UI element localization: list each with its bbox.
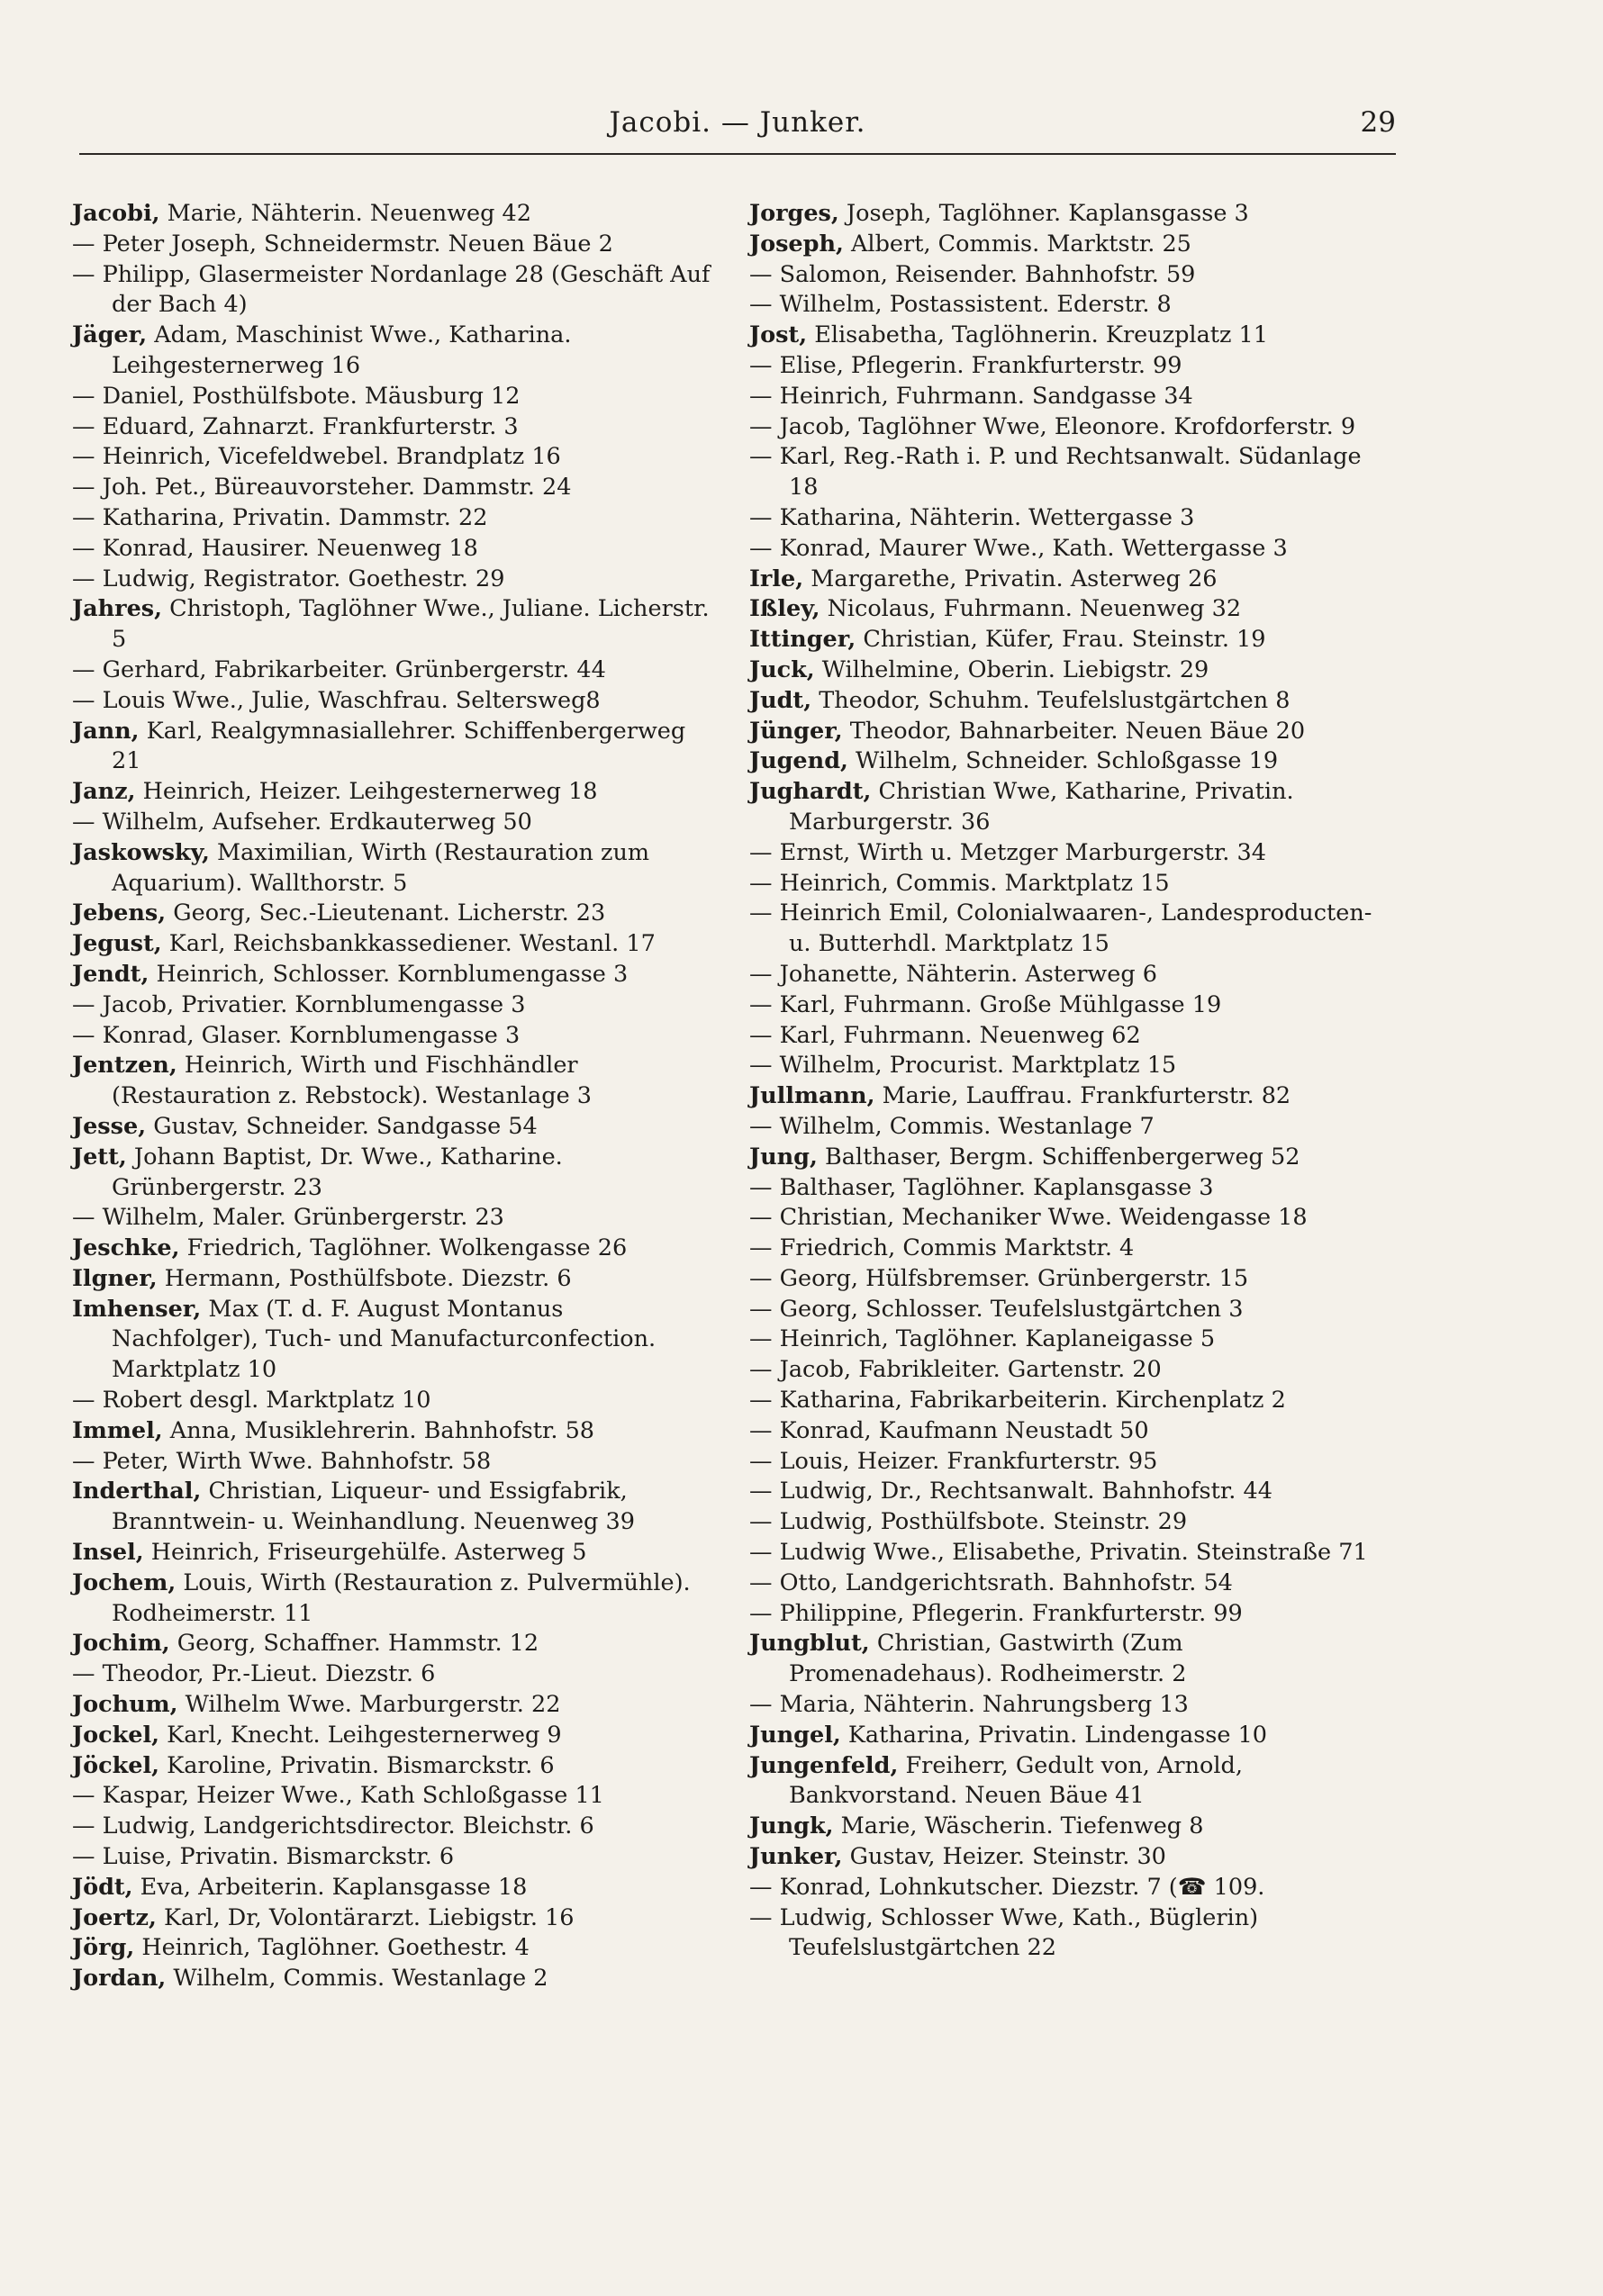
entry-details: — Karl, Fuhrmann. Neuenweg 62 — [749, 1021, 1141, 1049]
directory-entry — [749, 442, 1389, 503]
directory-entry — [72, 1933, 711, 1964]
entry-surname: Jöckel, — [72, 1751, 160, 1779]
directory-entry — [749, 655, 1389, 686]
entry-details: — Salomon, Reisender. Bahnhofstr. 59 — [749, 260, 1196, 288]
entry-details: Marie, Wäscherin. Tiefenweg 8 — [840, 1812, 1204, 1840]
directory-entry — [749, 412, 1389, 443]
entry-details: Louis, Wirth (Restauration z. Pulvermühle). Rodheimerstr. 11 — [112, 1568, 691, 1627]
entry-details: Friedrich, Taglöhner. Wolkengasse 26 — [186, 1234, 628, 1262]
entry-details: — Wilhelm, Procurist. Marktplatz 15 — [749, 1052, 1177, 1080]
entry-details: — Konrad, Kaufmann Neustadt 50 — [749, 1416, 1149, 1444]
left-column — [72, 199, 711, 1994]
directory-entry — [749, 1264, 1389, 1295]
entry-details: — Louis Wwe., Julie, Waschfrau. Selterswеg8 — [72, 686, 601, 714]
entry-surname: Judt, — [749, 686, 812, 714]
entry-surname: Jebens, — [72, 899, 167, 927]
entry-surname: Jochem, — [72, 1568, 177, 1596]
entry-details: — Elise, Pflegerin. Frankfurterstr. 99 — [749, 351, 1182, 379]
entry-details: Christian, Küfer, Frau. Steinstr. 19 — [863, 626, 1266, 654]
entry-details: Margarethe, Privatin. Asterweg 26 — [811, 565, 1218, 592]
entry-details: — Daniel, Posthülfsbote. Mäusburg 12 — [72, 382, 521, 410]
entry-details: — Wilhelm, Aufseher. Erdkauterweg 50 — [72, 808, 532, 836]
directory-entry — [72, 808, 711, 838]
entry-details: Christoph, Taglöhner Wwe., Juliane. Licherstr. 5 — [112, 595, 710, 654]
entry-details: Wilhelm, Schneider. Schloßgasse 19 — [856, 747, 1279, 775]
right-column — [749, 199, 1389, 1964]
directory-entry — [749, 625, 1389, 655]
entry-details: Max (T. d. F. August Montanus Nachfolger), Tuch- und Manufacturconfection. Marktplatz 10 — [112, 1295, 657, 1384]
entry-surname: Imhenser, — [72, 1295, 202, 1323]
entry-surname: Jordan, — [72, 1965, 167, 1993]
entry-details: — Ludwig, Schlosser Wwe, Kath., Büglerin) Teufelslustgärtchen 22 — [749, 1903, 1259, 1962]
directory-entry — [72, 1659, 711, 1690]
directory-entry — [72, 655, 711, 686]
entry-details: — Wilhelm, Postassistent. Ederstr. 8 — [749, 291, 1172, 319]
entry-details: — Johanette, Nähterin. Asterweg 6 — [749, 960, 1157, 988]
entry-details: — Heinrich, Fuhrmann. Sandgasse 34 — [749, 382, 1193, 410]
entry-details: — Konrad, Hausirer. Neuenweg 18 — [72, 534, 478, 562]
directory-entry — [749, 1507, 1389, 1538]
directory-entry — [72, 1051, 711, 1112]
directory-entry — [72, 1112, 711, 1143]
directory-entry — [749, 746, 1389, 777]
entry-details: — Ludwig, Posthülfsbote. Steinstr. 29 — [749, 1508, 1188, 1536]
directory-entry — [72, 1264, 711, 1295]
directory-entry — [749, 1629, 1389, 1690]
entry-details: — Wilhelm, Maler. Grünbergerstr. 23 — [72, 1204, 504, 1232]
directory-entry — [72, 412, 711, 443]
directory-entry — [72, 686, 711, 717]
entry-details: Wilhelm Wwe. Marburgerstr. 22 — [185, 1691, 561, 1719]
directory-entry — [72, 1781, 711, 1812]
entry-details: — Katharina, Privatin. Dammstr. 22 — [72, 503, 488, 531]
directory-entry — [749, 565, 1389, 595]
entry-details: Wilhelmine, Oberin. Liebigstr. 29 — [821, 655, 1209, 683]
entry-details: Heinrich, Schlosser. Kornblumengasse 3 — [156, 960, 629, 988]
directory-entry — [749, 1324, 1389, 1355]
directory-entry — [749, 503, 1389, 534]
entry-details: — Jacob, Fabrikleiter. Gartenstr. 20 — [749, 1356, 1162, 1384]
directory-entry — [72, 1416, 711, 1447]
entry-surname: Jesse, — [72, 1112, 147, 1140]
directory-entry — [749, 686, 1389, 717]
entry-surname: Insel, — [72, 1539, 144, 1567]
entry-details: Heinrich, Taglöhner. Goethestr. 4 — [141, 1934, 530, 1962]
entry-details: — Heinrich Emil, Colonialwaaren-, Landesproducten- u. Butterhdl. Marktplatz 15 — [749, 899, 1372, 958]
entry-surname: Joertz, — [72, 1903, 157, 1931]
entry-details: — Konrad, Lohnkutscher. Diezstr. 7 (☎ 109. — [749, 1873, 1265, 1901]
page-header — [79, 97, 1396, 151]
entry-surname: Ißley, — [749, 595, 820, 623]
directory-entry — [72, 594, 711, 655]
entry-details: — Balthaser, Taglöhner. Kaplansgasse 3 — [749, 1173, 1214, 1201]
directory-entry — [749, 260, 1389, 291]
directory-entry — [749, 990, 1389, 1021]
entry-details: Georg, Schaffner. Hammstr. 12 — [177, 1630, 539, 1658]
entry-surname: Jörg, — [72, 1934, 135, 1962]
entry-surname: Jungenfeld, — [749, 1751, 899, 1779]
entry-details: Nicolaus, Fuhrmann. Neuenweg 32 — [827, 595, 1242, 623]
directory-entry — [72, 442, 711, 473]
entry-details: — Luise, Privatin. Bismarckstr. 6 — [72, 1843, 455, 1871]
entry-details: — Kaspar, Heizer Wwe., Kath Schloßgasse 11 — [72, 1782, 604, 1810]
entry-details: — Friedrich, Commis Marktstr. 4 — [749, 1234, 1135, 1262]
entry-surname: Jaskowsky, — [72, 838, 210, 866]
directory-entry — [749, 1447, 1389, 1478]
entry-surname: Jung, — [749, 1143, 818, 1171]
directory-entry — [72, 1234, 711, 1264]
directory-entry — [749, 1051, 1389, 1081]
entry-surname: Jacobi, — [72, 200, 160, 227]
directory-entry — [72, 321, 711, 382]
directory-entry — [749, 199, 1389, 230]
directory-entry — [749, 1143, 1389, 1173]
entry-details: — Louis, Heizer. Frankfurterstr. 95 — [749, 1447, 1158, 1475]
entry-details: Christian Wwe, Katharine, Privatin. Marburgerstr. 36 — [789, 778, 1294, 836]
directory-entry — [72, 260, 711, 321]
directory-entry — [749, 1112, 1389, 1143]
directory-entry — [72, 1751, 711, 1782]
directory-entry — [749, 1842, 1389, 1873]
directory-entry — [72, 473, 711, 503]
entry-details: Heinrich, Heizer. Leihgesternerweg 18 — [142, 778, 598, 806]
entry-surname: Jost, — [749, 321, 808, 349]
entry-surname: Inderthal, — [72, 1478, 202, 1505]
entry-details: — Eduard, Zahnarzt. Frankfurterstr. 3 — [72, 412, 519, 440]
directory-entry — [749, 1081, 1389, 1112]
entry-details: — Karl, Reg.-Rath i. P. und Rechtsanwalt. Südanlage 18 — [749, 443, 1362, 502]
directory-entry — [72, 1477, 711, 1538]
entry-surname: Jochim, — [72, 1630, 170, 1658]
entry-surname: Jorges, — [749, 200, 839, 227]
directory-entry — [749, 351, 1389, 382]
entry-surname: Immel, — [72, 1416, 163, 1444]
directory-entry — [749, 1903, 1389, 1965]
directory-entry — [749, 1355, 1389, 1386]
entry-surname: Ilgner, — [72, 1264, 158, 1292]
entry-details: — Joh. Pet., Büreauvorsteher. Dammstr. 24 — [72, 474, 572, 502]
page-number: 29 — [1360, 106, 1396, 139]
entry-surname: Jann, — [72, 717, 140, 745]
entry-surname: Jungel, — [749, 1721, 841, 1749]
entry-details: — Christian, Mechaniker Wwe. Weidengasse 18 — [749, 1204, 1308, 1232]
directory-entry — [72, 230, 711, 260]
entry-details: Karl, Realgymnasiallehrer. Schiffenbergerweg 21 — [112, 717, 686, 775]
entry-details: — Ernst, Wirth u. Metzger Marburgerstr. 34 — [749, 838, 1266, 866]
entry-surname: Jäger, — [72, 321, 148, 349]
directory-entry — [72, 1629, 711, 1659]
directory-entry — [72, 382, 711, 412]
directory-entry — [72, 1021, 711, 1052]
directory-entry — [749, 321, 1389, 351]
directory-entry — [72, 1447, 711, 1478]
entry-details: Hermann, Posthülfsbote. Diezstr. 6 — [164, 1264, 572, 1292]
entry-details: Heinrich, Friseurgehülfe. Asterweg 5 — [150, 1539, 587, 1567]
directory-entry — [72, 503, 711, 534]
entry-details: Eva, Arbeiterin. Kaplansgasse 18 — [140, 1873, 528, 1901]
entry-details: Georg, Sec.-Lieutenant. Licherstr. 23 — [173, 899, 606, 927]
entry-surname: Jockel, — [72, 1721, 160, 1749]
directory-entry — [72, 565, 711, 595]
entry-surname: Jeschke, — [72, 1234, 180, 1262]
entry-details: — Jacob, Taglöhner Wwe, Eleonore. Krofdorferstr. 9 — [749, 412, 1356, 440]
directory-entry — [72, 838, 711, 899]
entry-details: Christian, Liqueur- und Essigfabrik, Branntwein- u. Weinhandlung. Neuenweg 39 — [112, 1478, 635, 1536]
directory-entry — [749, 594, 1389, 625]
entry-surname: Jendt, — [72, 960, 149, 988]
entry-surname: Jödt, — [72, 1873, 133, 1901]
entry-details: — Theodor, Pr.-Lieut. Diezstr. 6 — [72, 1660, 436, 1688]
entry-surname: Juck, — [749, 655, 815, 683]
directory-entry — [749, 777, 1389, 838]
entry-details: Albert, Commis. Marktstr. 25 — [851, 230, 1191, 258]
entry-details: — Ludwig Wwe., Elisabethe, Privatin. Steinstraße 71 — [749, 1539, 1368, 1567]
entry-surname: Ittinger, — [749, 626, 856, 654]
directory-entry — [72, 777, 711, 808]
directory-entry — [749, 1538, 1389, 1568]
entry-surname: Jughardt, — [749, 778, 872, 806]
directory-entry — [72, 1538, 711, 1568]
entry-details: Freiherr, Gedult von, Arnold, Bankvorstand. Neuen Bäue 41 — [789, 1751, 1243, 1810]
directory-entry — [749, 1599, 1389, 1630]
entry-details: Theodor, Schuhm. Teufelslustgärtchen 8 — [819, 686, 1291, 714]
entry-details: Maximilian, Wirth (Restauration zum Aquarium). Wallthorstr. 5 — [112, 838, 650, 897]
directory-entry — [72, 1873, 711, 1903]
directory-entry — [749, 1173, 1389, 1204]
entry-details: — Konrad, Glaser. Kornblumengasse 3 — [72, 1021, 521, 1049]
directory-entry — [72, 1964, 711, 1994]
entry-details: Balthaser, Bergm. Schiffenbergerweg 52 — [824, 1143, 1300, 1171]
running-title: Jacobi. — Junker. — [609, 106, 866, 139]
entry-details: Anna, Musiklehrerin. Bahnhofstr. 58 — [169, 1416, 595, 1444]
directory-entry — [72, 534, 711, 565]
entry-details: Christian, Gastwirth (Zum Promenadehaus). Rodheimerstr. 2 — [789, 1630, 1187, 1688]
entry-details: Gustav, Heizer. Steinstr. 30 — [849, 1843, 1166, 1871]
entry-details: — Heinrich, Taglöhner. Kaplaneigasse 5 — [749, 1325, 1216, 1353]
directory-entry — [72, 899, 711, 929]
directory-entry — [749, 717, 1389, 747]
directory-entry — [72, 1690, 711, 1721]
directory-entry — [72, 1721, 711, 1751]
directory-entry — [749, 290, 1389, 321]
directory-entry — [72, 717, 711, 778]
entry-details: Wilhelm, Commis. Westanlage 2 — [173, 1965, 548, 1993]
directory-entry — [749, 838, 1389, 869]
entry-details: Johann Baptist, Dr. Wwe., Katharine. Grünbergerstr. 23 — [112, 1143, 563, 1201]
entry-details: Joseph, Taglöhner. Kaplansgasse 3 — [846, 200, 1249, 227]
directory-entry — [749, 960, 1389, 990]
entry-details: — Ludwig, Landgerichtsdirector. Bleichstr. 6 — [72, 1812, 594, 1840]
directory-entry — [749, 1568, 1389, 1599]
entry-surname: Jett, — [72, 1143, 127, 1171]
entry-details: — Heinrich, Vicefeldwebel. Brandplatz 16 — [72, 443, 561, 471]
entry-surname: Joseph, — [749, 230, 844, 258]
entry-details: Karl, Reichsbankkassediener. Westanl. 17 — [168, 930, 656, 958]
entry-details: — Peter Joseph, Schneidermstr. Neuen Bäue 2 — [72, 230, 613, 258]
directory-entry — [749, 869, 1389, 899]
entry-details: — Georg, Schlosser. Teufelslustgärtchen 3 — [749, 1295, 1244, 1323]
entry-surname: Jochum, — [72, 1691, 178, 1719]
directory-entry — [72, 1295, 711, 1386]
entry-surname: Janz, — [72, 778, 136, 806]
entry-details: — Ludwig, Dr., Rechtsanwalt. Bahnhofstr. 44 — [749, 1478, 1272, 1505]
directory-entry — [749, 1416, 1389, 1447]
entry-surname: Jahres, — [72, 595, 163, 623]
directory-entry — [749, 1690, 1389, 1721]
entry-details: — Heinrich, Commis. Marktplatz 15 — [749, 869, 1170, 897]
entry-details: Karl, Knecht. Leihgesternerweg 9 — [167, 1721, 562, 1749]
entry-details: Marie, Lauffrau. Frankfurterstr. 82 — [882, 1082, 1291, 1110]
directory-entry — [749, 899, 1389, 960]
entry-details: — Robert desgl. Marktplatz 10 — [72, 1387, 431, 1415]
entry-surname: Jugend, — [749, 747, 848, 775]
entry-details: Adam, Maschinist Wwe., Katharina. Leihgesternerweg 16 — [112, 321, 572, 379]
entry-details: — Philippine, Pflegerin. Frankfurterstr. 99 — [749, 1599, 1243, 1627]
entry-surname: Irle, — [749, 565, 804, 592]
entry-details: Katharina, Privatin. Lindengasse 10 — [847, 1721, 1268, 1749]
entry-surname: Jünger, — [749, 717, 843, 745]
directory-entry — [749, 1812, 1389, 1842]
directory-entry — [72, 1386, 711, 1416]
directory-entry — [72, 1812, 711, 1842]
entry-details: Heinrich, Wirth und Fischhändler (Restauration z. Rebstock). Westanlage 3 — [112, 1052, 592, 1110]
directory-entry — [749, 1386, 1389, 1416]
entry-details: — Maria, Nähterin. Nahrungsberg 13 — [749, 1691, 1189, 1719]
entry-surname: Jungblut, — [749, 1630, 870, 1658]
entry-details: Karoline, Privatin. Bismarckstr. 6 — [167, 1751, 555, 1779]
entry-details: — Konrad, Maurer Wwe., Kath. Wettergasse 3 — [749, 534, 1288, 562]
entry-details: — Otto, Landgerichtsrath. Bahnhofstr. 54 — [749, 1568, 1233, 1596]
entry-details: — Katharina, Fabrikarbeiterin. Kirchenplatz 2 — [749, 1387, 1286, 1415]
directory-entry — [72, 1568, 711, 1630]
directory-entry — [72, 1903, 711, 1934]
entry-details: — Philipp, Glasermeister Nordanlage 28 (Geschäft Auf der Bach 4) — [72, 260, 711, 319]
directory-entry — [72, 199, 711, 230]
directory-entry — [749, 1234, 1389, 1264]
entry-details: Theodor, Bahnarbeiter. Neuen Bäue 20 — [849, 717, 1306, 745]
entry-surname: Jungk, — [749, 1812, 834, 1840]
entry-details: — Ludwig, Registrator. Goethestr. 29 — [72, 565, 505, 592]
directory-entry — [749, 534, 1389, 565]
directory-entry — [749, 1477, 1389, 1507]
entry-details: — Jacob, Privatier. Kornblumengasse 3 — [72, 990, 526, 1018]
entry-details: Marie, Nähterin. Neuenweg 42 — [167, 200, 531, 227]
directory-entry — [749, 1873, 1389, 1903]
directory-entry — [749, 1721, 1389, 1751]
entry-details: Karl, Dr, Volontärarzt. Liebigstr. 16 — [163, 1903, 575, 1931]
entry-details: Elisabetha, Taglöhnerin. Kreuzplatz 11 — [814, 321, 1269, 349]
directory-entry — [72, 960, 711, 990]
entry-details: — Gerhard, Fabrikarbeiter. Grünbergerstr. 44 — [72, 655, 606, 683]
header-rule — [79, 153, 1396, 155]
entry-details: Gustav, Schneider. Sandgasse 54 — [153, 1112, 538, 1140]
directory-entry — [749, 1295, 1389, 1325]
directory-entry — [749, 1021, 1389, 1052]
directory-entry — [72, 990, 711, 1021]
entry-surname: Jentzen, — [72, 1052, 177, 1080]
entry-details: — Karl, Fuhrmann. Große Mühlgasse 19 — [749, 990, 1222, 1018]
directory-entry — [72, 929, 711, 960]
directory-entry — [749, 1751, 1389, 1812]
directory-entry — [749, 382, 1389, 412]
entry-surname: Jegust, — [72, 930, 162, 958]
directory-entry — [749, 1203, 1389, 1234]
entry-details: — Peter, Wirth Wwe. Bahnhofstr. 58 — [72, 1447, 492, 1475]
entry-details: — Katharina, Nähterin. Wettergasse 3 — [749, 503, 1195, 531]
entry-details: — Georg, Hülfsbremser. Grünbergerstr. 15 — [749, 1264, 1249, 1292]
entry-surname: Jullmann, — [749, 1082, 875, 1110]
directory-entry — [72, 1203, 711, 1234]
directory-entry — [72, 1143, 711, 1204]
entry-surname: Junker, — [749, 1843, 843, 1871]
directory-entry — [749, 230, 1389, 260]
directory-entry — [72, 1842, 711, 1873]
entry-details: — Wilhelm, Commis. Westanlage 7 — [749, 1112, 1155, 1140]
